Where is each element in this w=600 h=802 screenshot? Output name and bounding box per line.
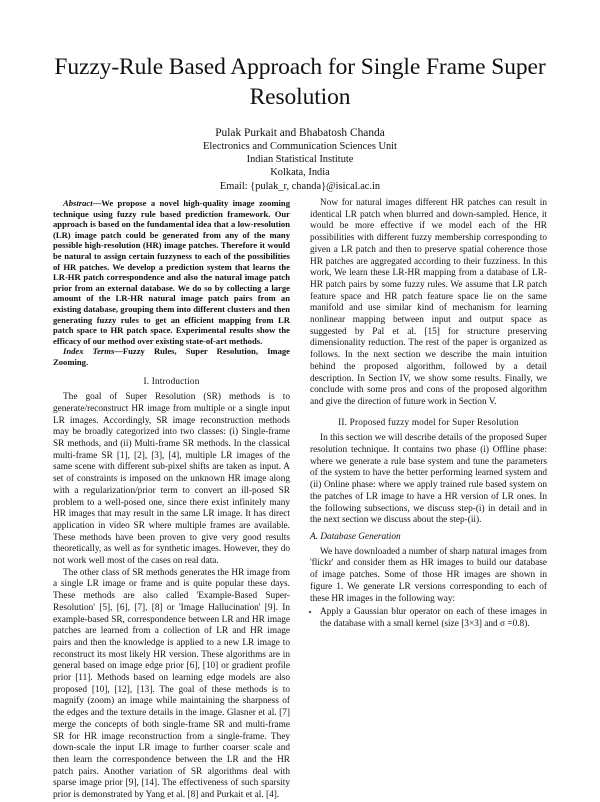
section2-paragraph-1: In this section we will describe details of the proposed Super resolution technique. It contains two phase (i) Offline phase: where we generate a rule base system and tune the parameters of the system to have the better performing learned system and (ii) Online phase: where we apply trained rule based system on the patches of LR image to have a HR version of LR ones. In the following subsections, we discuss step-(i) in detail and in the next section we discuss about the step-(ii). [310, 433, 547, 526]
index-terms-text: —Fuzzy Rules, Super Resolution, Image Zooming. [53, 346, 290, 367]
intro-paragraph-3: Now for natural images different HR patches can result in identical LR patch when blurred and down-sampled. Hence, it would be more effective if we model each of the HR possibilities with different fuzzy membership corresponding to given a LR patch and then to preserve spatial coherence those HR patches are aggregated according to their fuzziness. In this work, We learn these LR-HR mapping from a database of LR-HR patch pairs by some fuzzy rules. We assume that LR patch feature space and HR patch feature space lie on the same manifold and use similar kind of mechanism for learning nonlinear mapping between input and output space as suggested by Pal et al. [15] for structure preserving dimensionality reduction. The rest of the paper is organized as follows. In the next section we describe the main intuition behind the proposed algorithm, followed by a detail description. In Section IV, we show some results. Finally, we conclude with some pros and cons of the proposed algorithm and give the direction of future work in Section V. [310, 198, 547, 407]
affiliation-email: Email: {pulak_r, chanda}@isical.ac.in [219, 180, 381, 192]
abstract-text: —We propose a novel high-quality image zooming technique using fuzzy rule based prediction framework. Our approach is based on the fundamental idea that a low-resolution (LR) image patch could be generated from any of the many possible high-resolution (HR) image patches. Therefore it would be natural to assign certain fuzzyness to each of the possibilities of HR patches. We develop a prediction system that learns the LR-HR patch correspondence and also the natural image patch prior from an external database. We do so by collecting a large amount of the LR-HR natural image patch pairs from an existing database, grouping them into different clusters and then generating fuzzy rules to get an efficient mapping from LR patch space to HR patch space. Experimental results show the efficacy of our method over existing state-of-art methods. [53, 198, 290, 346]
paper-title: Fuzzy-Rule Based Approach for Single Frame Super Resolution [54, 54, 546, 110]
paper-authors: Pulak Purkait and Bhabatosh Chanda [215, 127, 385, 139]
lr-generation-list [310, 607, 547, 630]
section2a-paragraph-1: We have downloaded a number of sharp natural images from 'flickr' and consider them as HR images to build our database of image patches. Some of those HR images are shown in figure 1. We generate LR versions corresponding to each of these HR images in the following way: [310, 546, 547, 604]
affiliation-city: Kolkata, India [270, 167, 330, 179]
abstract-label: Abstract [63, 198, 93, 208]
section-heading-introduction: I. Introduction [143, 375, 200, 386]
left-column [53, 198, 290, 802]
intro-paragraph-1: The goal of Super Resolution (SR) methods is to generate/reconstruct HR image from multiple or a single input LR images. Accordingly, SR image reconstruction methods may be broadly categorized into two classes: (i) Single-frame SR methods, and (ii) Multi-frame SR methods. In the classical multi-frame SR [1], [2], [3], [4], multiple LR images of the same scene with different sub-pixel shifts are taken as input. A set of constraints is imposed on the unknown HR image along with a regularization/prior term to convert an ill-posed SR problem to a well-posed one, since there exist infinitely many HR images that may result in the same LR image. It has direct application in video SR where multiple frames are available. These methods have been proven to give very good results theoretically, as well as for synthetic images. However, they do not work well most of the cases on real data. [53, 392, 290, 567]
subsection-heading-database: A. Database Generation [310, 531, 401, 542]
abstract [53, 198, 290, 346]
index-terms-label: Index Terms [63, 346, 115, 357]
intro-paragraph-2: The other class of SR methods generates the HR image from a single LR image or frame and is quite popular these days. These methods are also called 'Example-Based Super-Resolution' [5], [6], [7], [8] or 'Image Hallucination' [9]. In example-based SR, correspondence between LR and HR image patches are learned from a collection of LR and HR image pairs and then the knowledge is applied to a new LR image to reconstruct its most likely HR version. These algorithms are in general based on image edge prior [6], [10] or gradient profile prior [11]. Methods based on learning edge models are also proposed [10], [12], [13]. The goal of these methods is to magnify (zoom) an image while maintaining the sharpness of the edges and the texture details in the image. Glasner et al. [7] merge the concepts of both single-frame SR and multi-frame SR for HR image reconstruction from a single-frame. They down-scale the input LR image to further coarser scale and then learn the correspondence between the LR and the HR patch pairs. Another variation of SR algorithms deal with sparse image prior [9], [14]. The effectiveness of such sparsity prior is demonstrated by Yang et al. [8] and Purkait et al. [4]. [53, 567, 290, 801]
list-item: • Apply a Gaussian blur operator on each of these images in the database with a small kernel (size [3×3] and σ =0.8). [320, 607, 547, 630]
affiliation-institute: Indian Statistical Institute [246, 154, 354, 166]
index-terms [53, 346, 290, 367]
paper-header [40, 52, 560, 193]
affiliation-unit: Electronics and Communication Sciences Unit [203, 141, 397, 152]
right-column [310, 198, 547, 631]
section-heading-proposed-model: II. Proposed fuzzy model for Super Resolution [338, 416, 519, 427]
